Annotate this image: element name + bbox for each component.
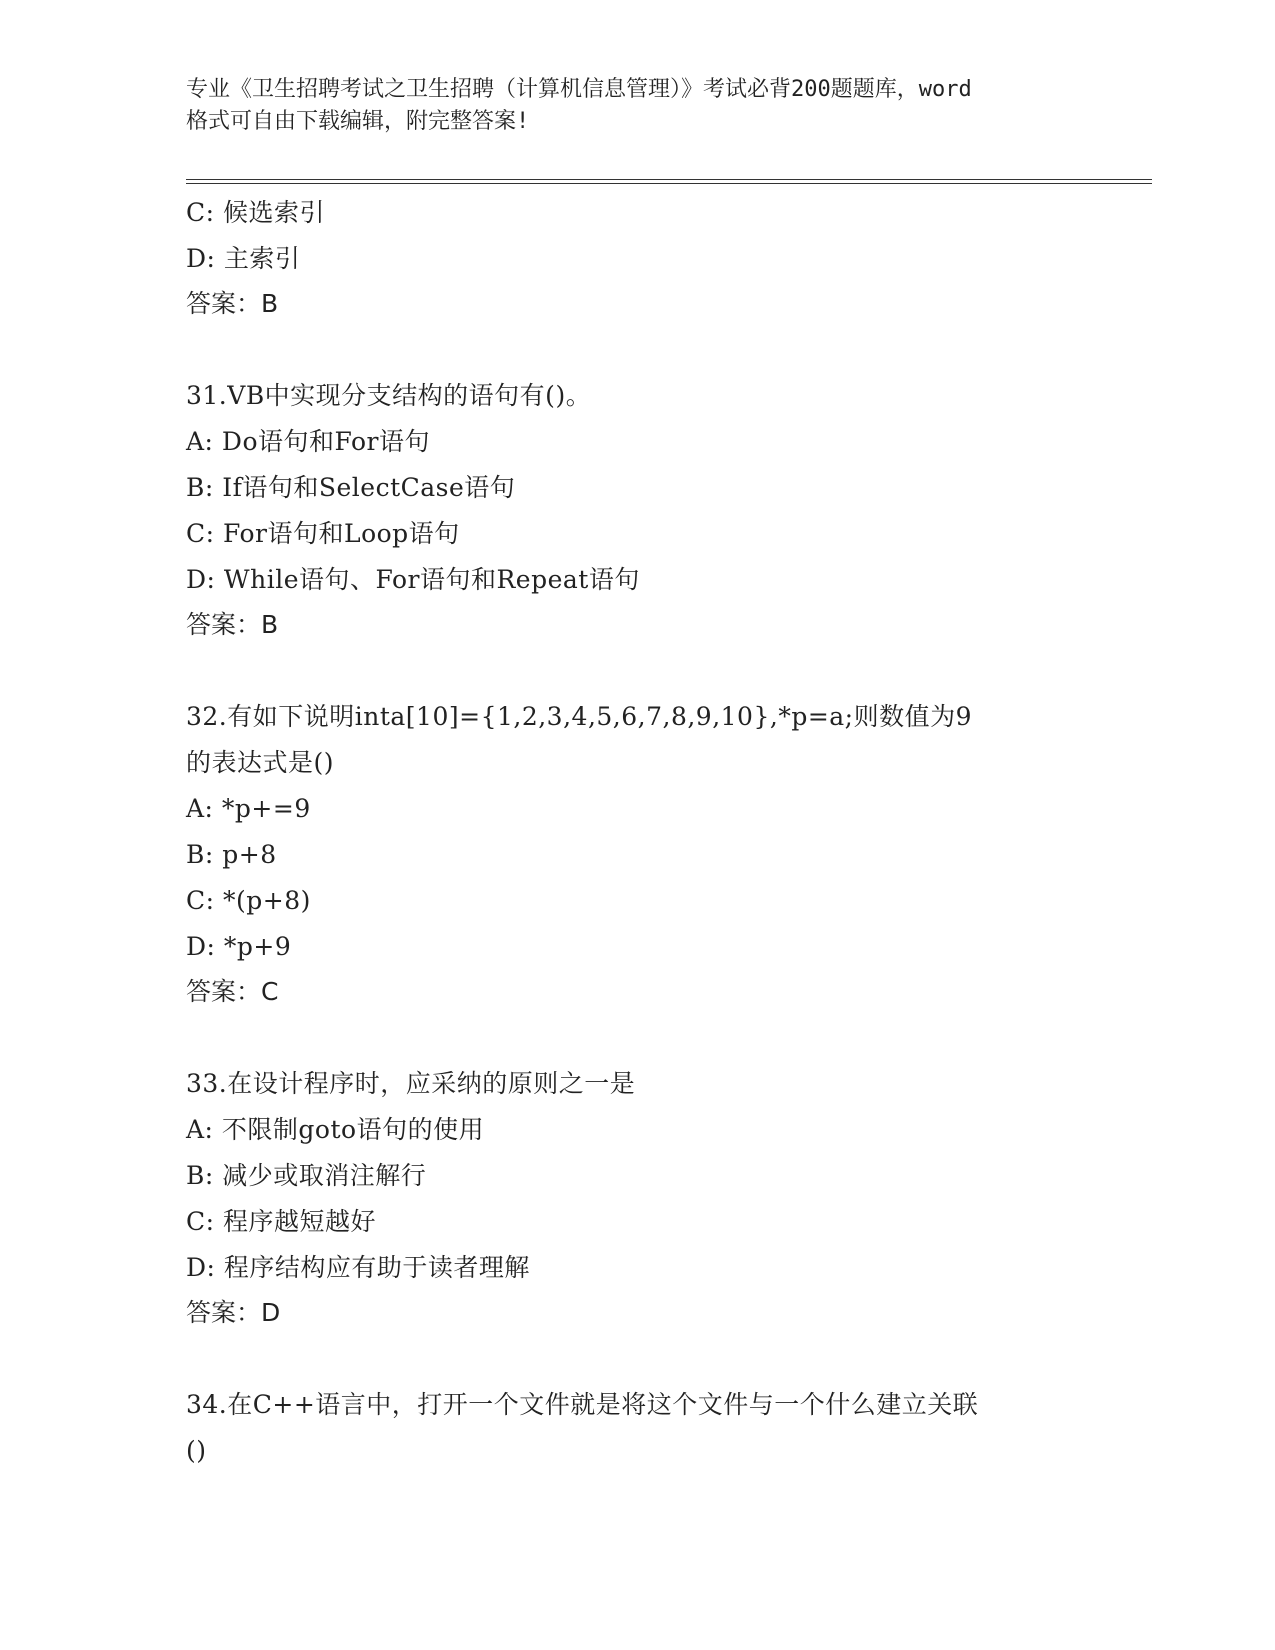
question-stem-line-2: 的表达式是()	[186, 748, 335, 777]
answer-line: 答案：B	[186, 610, 279, 639]
option-a: A: Do语句和For语句	[186, 427, 431, 456]
question-34	[186, 1382, 1152, 1474]
question-continued	[186, 190, 1152, 326]
question-stem-line-1: 34.在C++语言中，打开一个文件就是将这个文件与一个什么建立关联	[186, 1390, 979, 1419]
spacer	[186, 647, 1152, 694]
option-a: A: *p+=9	[186, 794, 311, 823]
option-b: B: 减少或取消注解行	[186, 1161, 427, 1190]
option-c: C: 程序越短越好	[186, 1207, 376, 1236]
spacer	[186, 1335, 1152, 1382]
question-33	[186, 1061, 1152, 1335]
question-31	[186, 373, 1152, 647]
spacer	[186, 326, 1152, 373]
document-header	[186, 74, 1106, 138]
option-c: C: *(p+8)	[186, 886, 311, 915]
question-stem-line-2: ()	[186, 1436, 207, 1465]
question-stem: 31.VB中实现分支结构的语句有()。	[186, 381, 592, 410]
answer-line: 答案：B	[186, 289, 279, 318]
answer-line: 答案：C	[186, 977, 279, 1006]
option-d: D: 主索引	[186, 244, 301, 273]
answer-line: 答案：D	[186, 1298, 281, 1327]
header-divider-top	[186, 179, 1152, 180]
option-d: D: *p+9	[186, 932, 292, 961]
option-d: D: 程序结构应有助于读者理解	[186, 1253, 530, 1282]
header-divider-bottom	[186, 183, 1152, 184]
option-d: D: While语句、For语句和Repeat语句	[186, 565, 640, 594]
spacer	[186, 1014, 1152, 1061]
option-c: C: 候选索引	[186, 198, 325, 227]
question-stem-line-1: 32.有如下说明inta[10]={1,2,3,4,5,6,7,8,9,10},*p=a;则数值为9	[186, 702, 972, 731]
option-b: B: p+8	[186, 840, 277, 869]
question-list	[186, 190, 1152, 1474]
option-a: A: 不限制goto语句的使用	[186, 1115, 485, 1144]
question-stem: 33.在设计程序时，应采纳的原则之一是	[186, 1069, 636, 1098]
option-b: B: If语句和SelectCase语句	[186, 473, 516, 502]
header-line-2: 格式可自由下载编辑，附完整答案!	[186, 109, 530, 134]
option-c: C: For语句和Loop语句	[186, 519, 460, 548]
question-32	[186, 694, 1152, 1014]
header-line-1: 专业《卫生招聘考试之卫生招聘（计算机信息管理）》考试必背200题题库，word	[186, 77, 972, 102]
